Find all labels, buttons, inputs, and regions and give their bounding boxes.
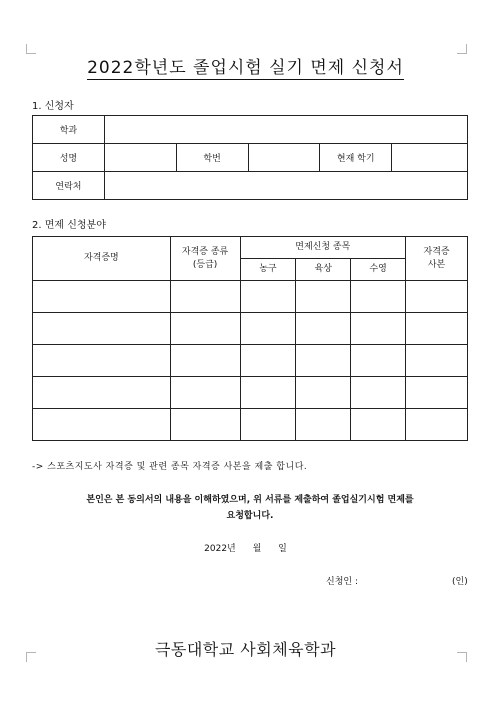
copy-cell[interactable] xyxy=(406,377,468,409)
track-cell[interactable] xyxy=(296,313,351,345)
applicant-signature-label: 신청인 : xyxy=(326,577,358,587)
department-field[interactable] xyxy=(104,116,467,144)
exemption-table xyxy=(32,236,468,441)
table-row xyxy=(33,313,468,345)
consent-line1: 본인은 본 동의서의 내용을 이해하였으며, 위 서류를 제출하여 졸업실기시험 면제를 xyxy=(86,495,414,505)
semester-field[interactable] xyxy=(392,144,468,172)
track-cell[interactable] xyxy=(296,281,351,313)
certificate-cell[interactable] xyxy=(33,409,171,441)
page-title xyxy=(0,53,491,78)
applicant-table xyxy=(32,115,468,200)
col-track-header: 육상 xyxy=(296,259,351,281)
name-label: 성명 xyxy=(33,144,105,172)
swimming-cell[interactable] xyxy=(351,345,406,377)
page-title-text: 2022학년도 졸업시험 실기 면제 신청서 xyxy=(87,58,404,78)
date-line: 2022년 월 일 xyxy=(204,544,287,554)
certificate-cell[interactable] xyxy=(33,313,171,345)
contact-label: 연락처 xyxy=(33,172,105,200)
basketball-cell[interactable] xyxy=(240,345,296,377)
col-copy-header-line1: 자격증 xyxy=(423,247,450,258)
table-row xyxy=(33,345,468,377)
grade-cell[interactable] xyxy=(170,281,240,313)
col-basketball-header: 농구 xyxy=(240,259,296,281)
table-row xyxy=(33,409,468,441)
basketball-cell[interactable] xyxy=(240,377,296,409)
department-label: 학과 xyxy=(33,116,105,144)
swimming-cell[interactable] xyxy=(351,313,406,345)
certificate-cell[interactable] xyxy=(33,281,171,313)
footer-institution: 극동대학교 사회체육학과 xyxy=(154,640,337,659)
col-copy-header xyxy=(406,237,468,281)
col-type-header-line2: (등급) xyxy=(192,259,218,270)
submission-note: -> 스포츠지도사 자격증 및 관련 종목 자격증 사본을 제출 합니다. xyxy=(32,462,308,472)
certificate-cell[interactable] xyxy=(33,345,171,377)
track-cell[interactable] xyxy=(296,345,351,377)
copy-cell[interactable] xyxy=(406,281,468,313)
grade-cell[interactable] xyxy=(170,313,240,345)
table-row xyxy=(33,281,468,313)
swimming-cell[interactable] xyxy=(351,409,406,441)
swimming-cell[interactable] xyxy=(351,377,406,409)
grade-cell[interactable] xyxy=(170,345,240,377)
consent-line2: 요청합니다. xyxy=(226,511,274,521)
copy-cell[interactable] xyxy=(406,313,468,345)
copy-cell[interactable] xyxy=(406,345,468,377)
contact-field[interactable] xyxy=(104,172,467,200)
certificate-cell[interactable] xyxy=(33,377,171,409)
basketball-cell[interactable] xyxy=(240,281,296,313)
basketball-cell[interactable] xyxy=(240,409,296,441)
seal-mark: (인) xyxy=(452,577,468,587)
col-exemption-header: 면제신청 종목 xyxy=(240,237,406,259)
section2-label: 2. 면제 신청분야 xyxy=(32,220,106,231)
col-copy-header-line2: 사본 xyxy=(427,259,446,270)
grade-cell[interactable] xyxy=(170,377,240,409)
copy-cell[interactable] xyxy=(406,409,468,441)
student-id-label: 학번 xyxy=(176,144,248,172)
student-id-field[interactable] xyxy=(248,144,320,172)
consent-statement xyxy=(80,492,420,524)
track-cell[interactable] xyxy=(296,377,351,409)
name-field[interactable] xyxy=(104,144,176,172)
swimming-cell[interactable] xyxy=(351,281,406,313)
table-row xyxy=(33,377,468,409)
semester-label: 현재 학기 xyxy=(320,144,392,172)
col-swimming-header: 수영 xyxy=(351,259,406,281)
track-cell[interactable] xyxy=(296,409,351,441)
col-type-header-line1: 자격증 종류 xyxy=(181,247,229,258)
basketball-cell[interactable] xyxy=(240,313,296,345)
col-type-header xyxy=(170,237,240,281)
section1-label: 1. 신청자 xyxy=(32,101,74,112)
col-certificate-header: 자격증명 xyxy=(33,237,171,281)
grade-cell[interactable] xyxy=(170,409,240,441)
